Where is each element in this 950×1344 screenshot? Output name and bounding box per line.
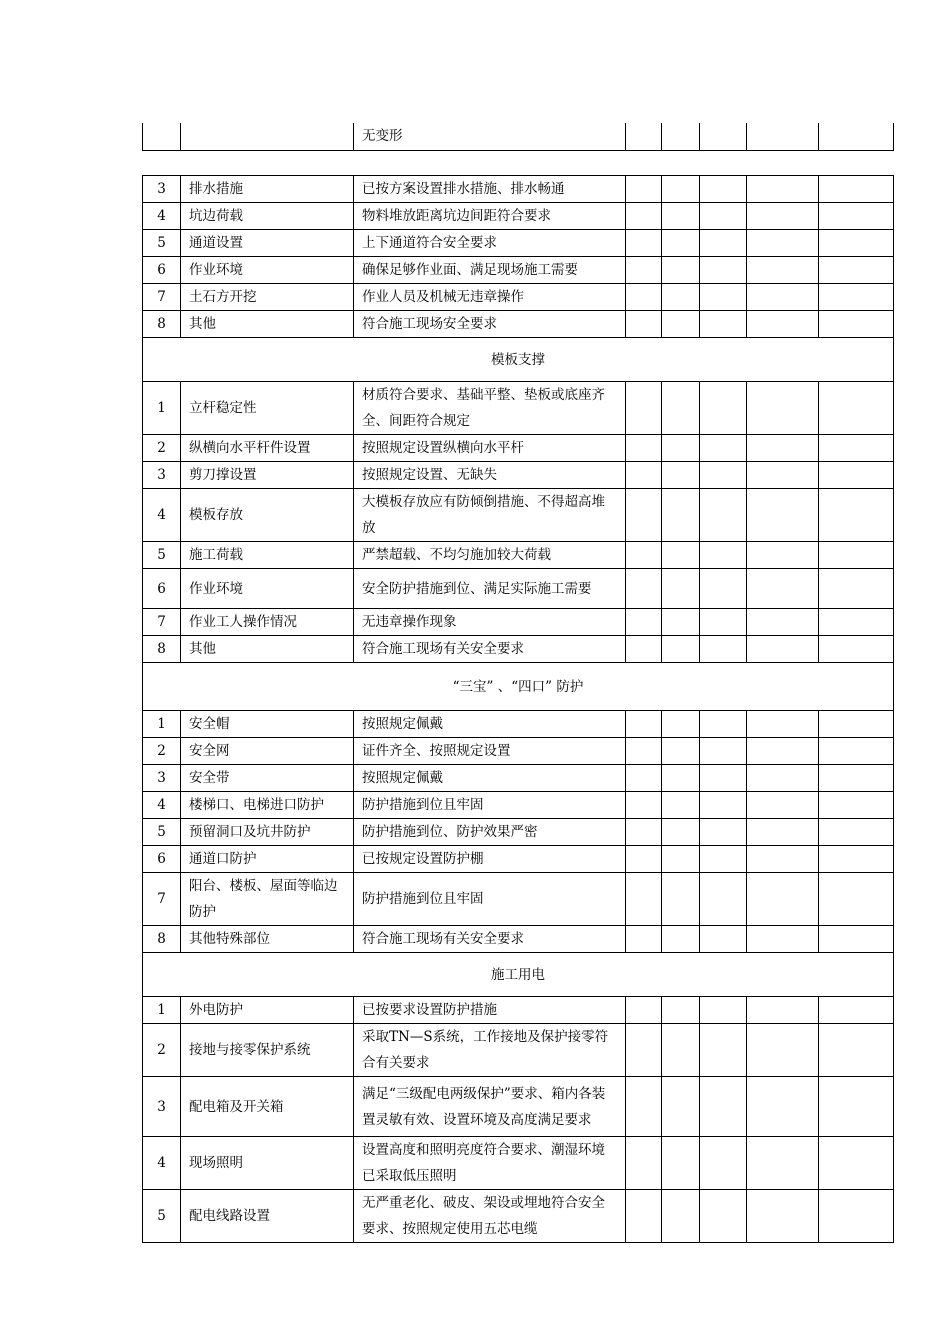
check-cell [700, 792, 747, 819]
check-cell [626, 873, 662, 926]
requirement-cell: 设置高度和照明亮度符合要求、潮湿环境已采取低压照明 [354, 1137, 626, 1190]
check-cell [626, 542, 662, 569]
check-cell [700, 738, 747, 765]
check-cell [747, 123, 819, 150]
requirement-cell: 按照规定设置、无缺失 [354, 462, 626, 489]
table-fragment [142, 123, 894, 151]
check-cell [819, 311, 894, 338]
check-cell [700, 997, 747, 1024]
check-cell [747, 462, 819, 489]
check-cell [662, 230, 700, 257]
check-cell [626, 711, 662, 738]
no-cell: 7 [143, 873, 181, 926]
table-row [143, 311, 894, 338]
requirement-cell: 材质符合要求、基础平整、垫板或底座齐全、间距符合规定 [354, 382, 626, 435]
item-cell: 接地与接零保护系统 [181, 1024, 354, 1077]
table-row [143, 1024, 894, 1077]
check-cell [626, 1137, 662, 1190]
item-cell: 外电防护 [181, 997, 354, 1024]
check-cell [700, 203, 747, 230]
check-cell [819, 873, 894, 926]
check-cell [662, 997, 700, 1024]
check-cell [626, 636, 662, 663]
check-cell [747, 311, 819, 338]
check-cell [819, 765, 894, 792]
check-cell [819, 636, 894, 663]
check-cell [700, 284, 747, 311]
check-cell [662, 1190, 700, 1243]
check-cell [626, 819, 662, 846]
table-row [143, 846, 894, 873]
table-row [143, 176, 894, 203]
table-row [143, 711, 894, 738]
no-cell: 1 [143, 997, 181, 1024]
table-row [143, 765, 894, 792]
check-cell [626, 489, 662, 542]
check-cell [819, 738, 894, 765]
requirement-cell: 确保足够作业面、满足现场施工需要 [354, 257, 626, 284]
table-row [143, 203, 894, 230]
no-cell: 8 [143, 311, 181, 338]
check-cell [747, 926, 819, 953]
no-cell: 4 [143, 203, 181, 230]
requirement-cell: 符合施工现场有关安全要求 [354, 926, 626, 953]
item-cell: 其他特殊部位 [181, 926, 354, 953]
item-cell [181, 123, 354, 150]
section-title: 施工用电 [143, 953, 894, 997]
check-cell [626, 846, 662, 873]
table-row [143, 257, 894, 284]
no-cell: 4 [143, 1137, 181, 1190]
check-cell [819, 230, 894, 257]
check-cell [747, 489, 819, 542]
table-row [143, 873, 894, 926]
check-cell [626, 765, 662, 792]
check-cell [819, 1137, 894, 1190]
no-cell: 6 [143, 569, 181, 609]
table-row [143, 738, 894, 765]
table-row [143, 1190, 894, 1243]
table-row [143, 636, 894, 663]
check-cell [700, 176, 747, 203]
check-cell [819, 569, 894, 609]
table-row [143, 819, 894, 846]
check-cell [819, 284, 894, 311]
check-cell [700, 435, 747, 462]
check-cell [662, 435, 700, 462]
table-row [143, 542, 894, 569]
check-cell [626, 257, 662, 284]
check-cell [626, 1077, 662, 1137]
check-cell [662, 203, 700, 230]
check-cell [747, 738, 819, 765]
no-cell: 2 [143, 1024, 181, 1077]
section-row [143, 663, 894, 711]
check-cell [747, 609, 819, 636]
check-cell [819, 382, 894, 435]
item-cell: 现场照明 [181, 1137, 354, 1190]
check-cell [747, 711, 819, 738]
check-cell [662, 738, 700, 765]
check-cell [747, 569, 819, 609]
check-cell [626, 123, 662, 150]
requirement-cell: 防护措施到位且牢固 [354, 873, 626, 926]
check-cell [662, 1077, 700, 1137]
no-cell: 6 [143, 846, 181, 873]
item-cell: 通道口防护 [181, 846, 354, 873]
check-cell [662, 926, 700, 953]
check-cell [819, 257, 894, 284]
table-row [143, 792, 894, 819]
section-title: “三宝” 、“四口” 防护 [143, 663, 894, 711]
check-cell [747, 257, 819, 284]
check-cell [819, 203, 894, 230]
check-cell [747, 1190, 819, 1243]
check-cell [747, 819, 819, 846]
item-cell: 配电箱及开关箱 [181, 1077, 354, 1137]
check-cell [819, 435, 894, 462]
no-cell [143, 123, 181, 150]
table-row [143, 123, 894, 150]
check-cell [819, 926, 894, 953]
check-cell [819, 176, 894, 203]
check-cell [700, 873, 747, 926]
check-cell [626, 311, 662, 338]
check-cell [626, 1190, 662, 1243]
no-cell: 8 [143, 926, 181, 953]
check-cell [626, 382, 662, 435]
check-cell [662, 489, 700, 542]
check-cell [626, 176, 662, 203]
check-cell [819, 1077, 894, 1137]
check-cell [626, 926, 662, 953]
check-cell [662, 792, 700, 819]
requirement-cell: 已按规定设置防护棚 [354, 846, 626, 873]
check-cell [700, 462, 747, 489]
check-cell [747, 636, 819, 663]
check-cell [662, 1024, 700, 1077]
requirement-cell: 无违章操作现象 [354, 609, 626, 636]
check-cell [662, 609, 700, 636]
check-cell [700, 926, 747, 953]
check-cell [662, 257, 700, 284]
check-cell [747, 1024, 819, 1077]
no-cell: 1 [143, 382, 181, 435]
check-cell [662, 873, 700, 926]
requirement-cell: 物料堆放距离坑边间距符合要求 [354, 203, 626, 230]
no-cell: 7 [143, 609, 181, 636]
check-cell [700, 1190, 747, 1243]
requirement-cell: 作业人员及机械无违章操作 [354, 284, 626, 311]
item-cell: 安全帽 [181, 711, 354, 738]
requirement-cell: 符合施工现场安全要求 [354, 311, 626, 338]
no-cell: 3 [143, 1077, 181, 1137]
check-cell [700, 711, 747, 738]
table-row [143, 569, 894, 609]
check-cell [700, 765, 747, 792]
check-cell [662, 846, 700, 873]
check-cell [747, 435, 819, 462]
item-cell: 预留洞口及坑井防护 [181, 819, 354, 846]
check-cell [819, 846, 894, 873]
check-cell [626, 435, 662, 462]
check-cell [662, 462, 700, 489]
item-cell: 立杆稳定性 [181, 382, 354, 435]
check-cell [626, 569, 662, 609]
check-cell [747, 997, 819, 1024]
check-cell [700, 569, 747, 609]
check-cell [700, 311, 747, 338]
item-cell: 其他 [181, 636, 354, 663]
requirement-cell: 安全防护措施到位、满足实际施工需要 [354, 569, 626, 609]
item-cell: 土石方开挖 [181, 284, 354, 311]
requirement-cell: 防护措施到位、防护效果严密 [354, 819, 626, 846]
check-cell [662, 1137, 700, 1190]
requirement-cell: 证件齐全、按照规定设置 [354, 738, 626, 765]
table-row [143, 997, 894, 1024]
no-cell: 6 [143, 257, 181, 284]
check-cell [626, 284, 662, 311]
check-cell [747, 203, 819, 230]
item-cell: 作业环境 [181, 257, 354, 284]
check-cell [662, 765, 700, 792]
check-cell [747, 1137, 819, 1190]
inspection-table [142, 175, 894, 1243]
check-cell [700, 123, 747, 150]
table-row [143, 284, 894, 311]
check-cell [747, 284, 819, 311]
no-cell: 5 [143, 1190, 181, 1243]
check-cell [747, 1077, 819, 1137]
check-cell [747, 792, 819, 819]
requirement-cell: 上下通道符合安全要求 [354, 230, 626, 257]
check-cell [819, 542, 894, 569]
check-cell [626, 230, 662, 257]
no-cell: 8 [143, 636, 181, 663]
table-row [143, 1137, 894, 1190]
check-cell [662, 542, 700, 569]
table-row [143, 230, 894, 257]
requirement-cell: 按照规定设置纵横向水平杆 [354, 435, 626, 462]
item-cell: 楼梯口、电梯进口防护 [181, 792, 354, 819]
check-cell [662, 176, 700, 203]
check-cell [662, 311, 700, 338]
check-cell [700, 846, 747, 873]
check-cell [700, 1137, 747, 1190]
check-cell [626, 609, 662, 636]
item-cell: 配电线路设置 [181, 1190, 354, 1243]
requirement-cell: 已按方案设置排水措施、排水畅通 [354, 176, 626, 203]
check-cell [700, 1077, 747, 1137]
no-cell: 5 [143, 230, 181, 257]
item-cell: 其他 [181, 311, 354, 338]
check-cell [747, 230, 819, 257]
no-cell: 4 [143, 489, 181, 542]
check-cell [626, 462, 662, 489]
check-cell [662, 636, 700, 663]
check-cell [662, 123, 700, 150]
item-cell: 通道设置 [181, 230, 354, 257]
check-cell [662, 819, 700, 846]
check-cell [819, 1024, 894, 1077]
check-cell [700, 257, 747, 284]
table-row [143, 609, 894, 636]
requirement-cell: 严禁超载、不均匀施加较大荷载 [354, 542, 626, 569]
item-cell: 模板存放 [181, 489, 354, 542]
item-cell: 作业工人操作情况 [181, 609, 354, 636]
requirement-cell: 无变形 [354, 123, 626, 150]
no-cell: 7 [143, 284, 181, 311]
item-cell: 纵横向水平杆件设置 [181, 435, 354, 462]
check-cell [819, 997, 894, 1024]
item-cell: 排水措施 [181, 176, 354, 203]
check-cell [819, 1190, 894, 1243]
item-cell: 安全网 [181, 738, 354, 765]
check-cell [819, 462, 894, 489]
requirement-cell: 大模板存放应有防倾倒措施、不得超高堆放 [354, 489, 626, 542]
check-cell [700, 819, 747, 846]
item-cell: 阳台、楼板、屋面等临边防护 [181, 873, 354, 926]
requirement-cell: 按照规定佩戴 [354, 711, 626, 738]
table-row [143, 489, 894, 542]
check-cell [700, 542, 747, 569]
requirement-cell: 防护措施到位且牢固 [354, 792, 626, 819]
no-cell: 2 [143, 738, 181, 765]
no-cell: 2 [143, 435, 181, 462]
section-row [143, 953, 894, 997]
no-cell: 1 [143, 711, 181, 738]
check-cell [747, 382, 819, 435]
no-cell: 4 [143, 792, 181, 819]
check-cell [747, 542, 819, 569]
check-cell [819, 123, 894, 150]
check-cell [747, 873, 819, 926]
check-cell [700, 609, 747, 636]
check-cell [626, 997, 662, 1024]
requirement-cell: 满足“三级配电两级保护”要求、箱内各装置灵敏有效、设置环境及高度满足要求 [354, 1077, 626, 1137]
requirement-cell: 无严重老化、破皮、架设或埋地符合安全要求、按照规定使用五芯电缆 [354, 1190, 626, 1243]
requirement-cell: 按照规定佩戴 [354, 765, 626, 792]
section-row [143, 338, 894, 382]
check-cell [662, 284, 700, 311]
no-cell: 3 [143, 176, 181, 203]
check-cell [747, 176, 819, 203]
table-row [143, 382, 894, 435]
table-row [143, 1077, 894, 1137]
check-cell [700, 489, 747, 542]
check-cell [747, 846, 819, 873]
no-cell: 3 [143, 765, 181, 792]
check-cell [819, 792, 894, 819]
no-cell: 3 [143, 462, 181, 489]
section-title: 模板支撑 [143, 338, 894, 382]
table-row [143, 462, 894, 489]
check-cell [626, 792, 662, 819]
item-cell: 作业环境 [181, 569, 354, 609]
no-cell: 5 [143, 542, 181, 569]
check-cell [700, 636, 747, 663]
item-cell: 剪刀撑设置 [181, 462, 354, 489]
table-row [143, 435, 894, 462]
check-cell [700, 1024, 747, 1077]
check-cell [700, 230, 747, 257]
requirement-cell: 符合施工现场有关安全要求 [354, 636, 626, 663]
check-cell [819, 609, 894, 636]
item-cell: 安全带 [181, 765, 354, 792]
check-cell [747, 765, 819, 792]
item-cell: 施工荷载 [181, 542, 354, 569]
check-cell [662, 569, 700, 609]
check-cell [626, 1024, 662, 1077]
check-cell [819, 711, 894, 738]
table-row [143, 926, 894, 953]
check-cell [819, 489, 894, 542]
requirement-cell: 已按要求设置防护措施 [354, 997, 626, 1024]
check-cell [626, 738, 662, 765]
check-cell [700, 382, 747, 435]
item-cell: 坑边荷载 [181, 203, 354, 230]
check-cell [662, 382, 700, 435]
no-cell: 5 [143, 819, 181, 846]
check-cell [626, 203, 662, 230]
check-cell [662, 711, 700, 738]
requirement-cell: 采取TN—S系统，工作接地及保护接零符合有关要求 [354, 1024, 626, 1077]
check-cell [819, 819, 894, 846]
